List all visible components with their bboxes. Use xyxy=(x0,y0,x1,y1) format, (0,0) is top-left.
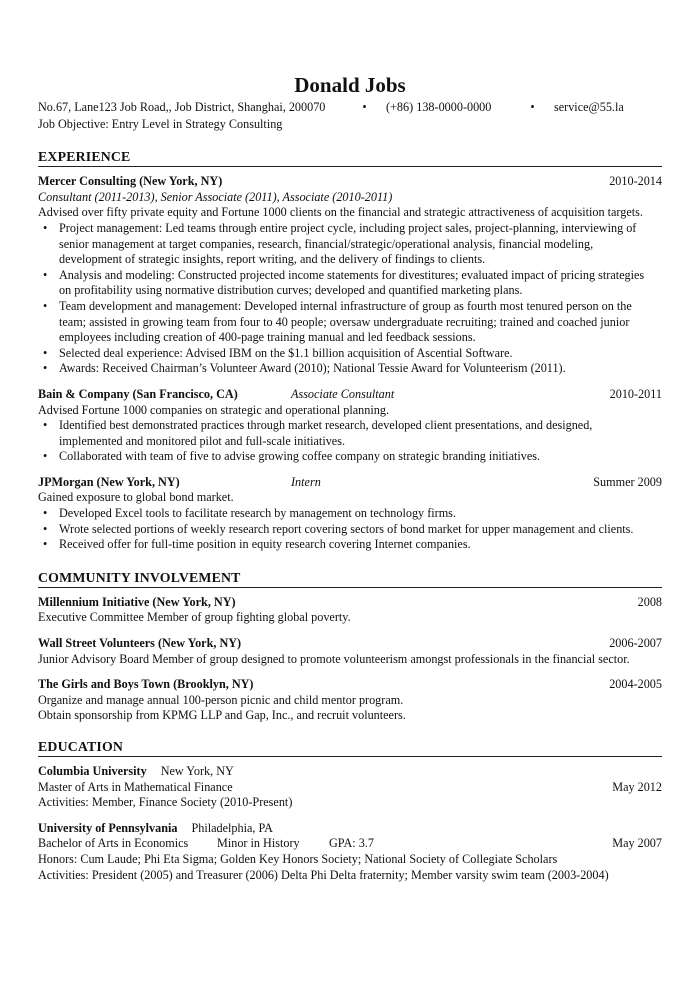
school-location: Philadelphia, PA xyxy=(191,820,273,835)
graduation-date: May 2007 xyxy=(612,836,662,851)
community-entry xyxy=(38,636,662,667)
bullet-line: Awards: Received Chairman’s Volunteer Award (2010); National Tessie Award for Volunteerism (2011). xyxy=(59,361,566,376)
section-title-education: EDUCATION xyxy=(38,739,662,757)
contact-line xyxy=(38,100,662,116)
bullet-item xyxy=(38,361,662,377)
school: Columbia University xyxy=(38,764,147,778)
community-entry xyxy=(38,677,662,724)
description: Obtain sponsorship from KPMG LLP and Gap, Inc., and recruit volunteers. xyxy=(38,708,406,723)
email-link[interactable]: service@55.la xyxy=(554,100,624,114)
degree: Master of Arts in Mathematical Finance xyxy=(38,779,233,794)
bullet-item xyxy=(38,268,662,299)
entry-header xyxy=(38,595,662,611)
date-range: 2010-2011 xyxy=(609,386,662,401)
bullet-line: Analysis and modeling: Constructed projected income statements for divestitures; evaluated impact of pricing strategies xyxy=(59,267,645,282)
bullet-item xyxy=(38,221,662,268)
summary: Advised Fortune 1000 companies on strategic and operational planning. xyxy=(38,402,389,417)
bullet-line: Identified best demonstrated practices through market research, developed client presentations, and designed, xyxy=(59,418,593,433)
candidate-name: Donald Jobs xyxy=(294,73,406,97)
entry-header xyxy=(38,677,662,693)
degree-row xyxy=(38,836,662,852)
date-range: 2006-2007 xyxy=(609,636,662,651)
bullet-line: Selected deal experience: Advised IBM on the $1.1 billion acquisition of Ascential Software. xyxy=(59,345,513,360)
school-location: New York, NY xyxy=(160,764,234,778)
bullet-list xyxy=(38,506,662,553)
bullet-item xyxy=(38,449,662,465)
bullet-line: Received offer for full-time position in equity research covering Internet companies. xyxy=(59,537,471,552)
employer: Bain & Company (San Francisco, CA) xyxy=(38,386,238,401)
organization: Wall Street Volunteers (New York, NY) xyxy=(38,636,242,651)
section-title-experience: EXPERIENCE xyxy=(38,149,662,167)
activities: Activities: President (2005) and Treasurer (2006) Delta Phi Delta fraternity; Member varsity swim team (2003-2004) xyxy=(38,867,609,882)
bullet-line: implemented and monitored pilot and full-scale initiatives. xyxy=(59,433,345,448)
description: Organize and manage annual 100-person picnic and child mentor program. xyxy=(38,692,404,707)
phone: (+86) 138-0000-0000 xyxy=(386,100,492,114)
experience-entry-bain xyxy=(38,387,662,465)
entry-header xyxy=(38,764,662,780)
entry-header xyxy=(38,821,662,837)
date-range: 2008 xyxy=(637,594,662,609)
bullet-list xyxy=(38,221,662,377)
bullet-icon: • xyxy=(43,267,48,282)
bullet-icon: • xyxy=(43,220,48,235)
position: Associate Consultant xyxy=(291,386,395,401)
bullet-icon: • xyxy=(43,537,48,552)
bullet-line: employees including creation of 400-page training manual and led feedback sessions. xyxy=(59,330,476,345)
bullet-icon: • xyxy=(43,449,48,464)
bullet-line: Collaborated with team of five to advise growing coffee company on strategic branding initiatives. xyxy=(59,449,541,464)
experience-entry-mercer xyxy=(38,174,662,377)
bullet-item xyxy=(38,346,662,362)
description: Junior Advisory Board Member of group designed to promote volunteerism amongst professionals in the financial sector. xyxy=(38,651,630,666)
description: Executive Committee Member of group fighting global poverty. xyxy=(38,610,351,625)
bullet-line: senior management at target companies, research, financial/strategic/operational analysis, financial modeling, xyxy=(59,236,594,251)
bullet-line: Developed Excel tools to facilitate research by management on technology firms. xyxy=(59,506,456,521)
bullet-line: Project management: Led teams through entire project cycle, including project sales, project-planning, interviewing of xyxy=(59,220,637,235)
honors: Honors: Cum Laude; Phi Eta Sigma; Golden Key Honors Society; National Society of Collegiate Scholars xyxy=(38,851,558,866)
school: University of Pennsylvania xyxy=(38,820,178,835)
activities: Activities: Member, Finance Society (2010-Present) xyxy=(38,795,293,810)
roles: Consultant (2011-2013), Senior Associate (2011), Associate (2010-2011) xyxy=(38,189,393,204)
position: Intern xyxy=(291,474,321,489)
education-entry-columbia xyxy=(38,764,662,811)
bullet-icon: • xyxy=(43,521,48,536)
summary: Advised over fifty private equity and Fortune 1000 clients on the financial and strategic attractiveness of acquisition targets. xyxy=(38,205,643,220)
job-objective: Job Objective: Entry Level in Strategy Consulting xyxy=(38,116,283,131)
entry-header xyxy=(38,387,662,403)
bullet-line: on profitability using normative distribution curves; developed and quantified marketing plans. xyxy=(59,283,523,298)
minor: Minor in History xyxy=(217,836,300,851)
bullet-item xyxy=(38,418,662,449)
date-range: 2010-2014 xyxy=(609,174,662,189)
organization: The Girls and Boys Town (Brooklyn, NY) xyxy=(38,677,254,692)
date-range: Summer 2009 xyxy=(593,474,662,489)
separator-dot: • xyxy=(362,100,367,114)
separator-dot: • xyxy=(530,100,535,114)
bullet-line: development of strategic insights, report writing, and the delivery of findings to clients. xyxy=(59,252,486,267)
employer: Mercer Consulting (New York, NY) xyxy=(38,174,223,189)
bullet-item xyxy=(38,506,662,522)
bullet-list xyxy=(38,418,662,465)
graduation-date: May 2012 xyxy=(612,779,662,794)
bullet-icon: • xyxy=(43,361,48,376)
employer: JPMorgan (New York, NY) xyxy=(38,474,180,489)
bullet-line: Team development and management: Developed internal infrastructure of group as fourth most tenured person on the xyxy=(59,298,632,313)
bullet-line: team; assisted in growing team from four to 40 people; oversaw undergraduate recruiting; trained and coached junior xyxy=(59,314,630,329)
bullet-line: Wrote selected portions of weekly research report covering sectors of bond market for upper management and clients. xyxy=(59,521,634,536)
section-title-community: COMMUNITY INVOLVEMENT xyxy=(38,570,662,588)
bullet-item xyxy=(38,299,662,346)
entry-header xyxy=(38,636,662,652)
entry-header xyxy=(38,475,662,491)
bullet-icon: • xyxy=(43,506,48,521)
bullet-item xyxy=(38,522,662,538)
degree: Bachelor of Arts in Economics xyxy=(38,836,189,851)
organization: Millennium Initiative (New York, NY) xyxy=(38,594,236,609)
entry-header xyxy=(38,174,662,190)
bullet-icon: • xyxy=(43,345,48,360)
address: No.67, Lane123 Job Road,, Job District, Shanghai, 200070 xyxy=(38,100,326,114)
bullet-item xyxy=(38,537,662,553)
experience-entry-jpmorgan xyxy=(38,475,662,553)
gpa: GPA: 3.7 xyxy=(329,836,374,851)
education-entry-penn xyxy=(38,821,662,883)
degree-row xyxy=(38,780,662,796)
bullet-icon: • xyxy=(43,298,48,313)
date-range: 2004-2005 xyxy=(609,677,662,692)
summary: Gained exposure to global bond market. xyxy=(38,490,234,505)
community-entry xyxy=(38,595,662,626)
bullet-icon: • xyxy=(43,418,48,433)
